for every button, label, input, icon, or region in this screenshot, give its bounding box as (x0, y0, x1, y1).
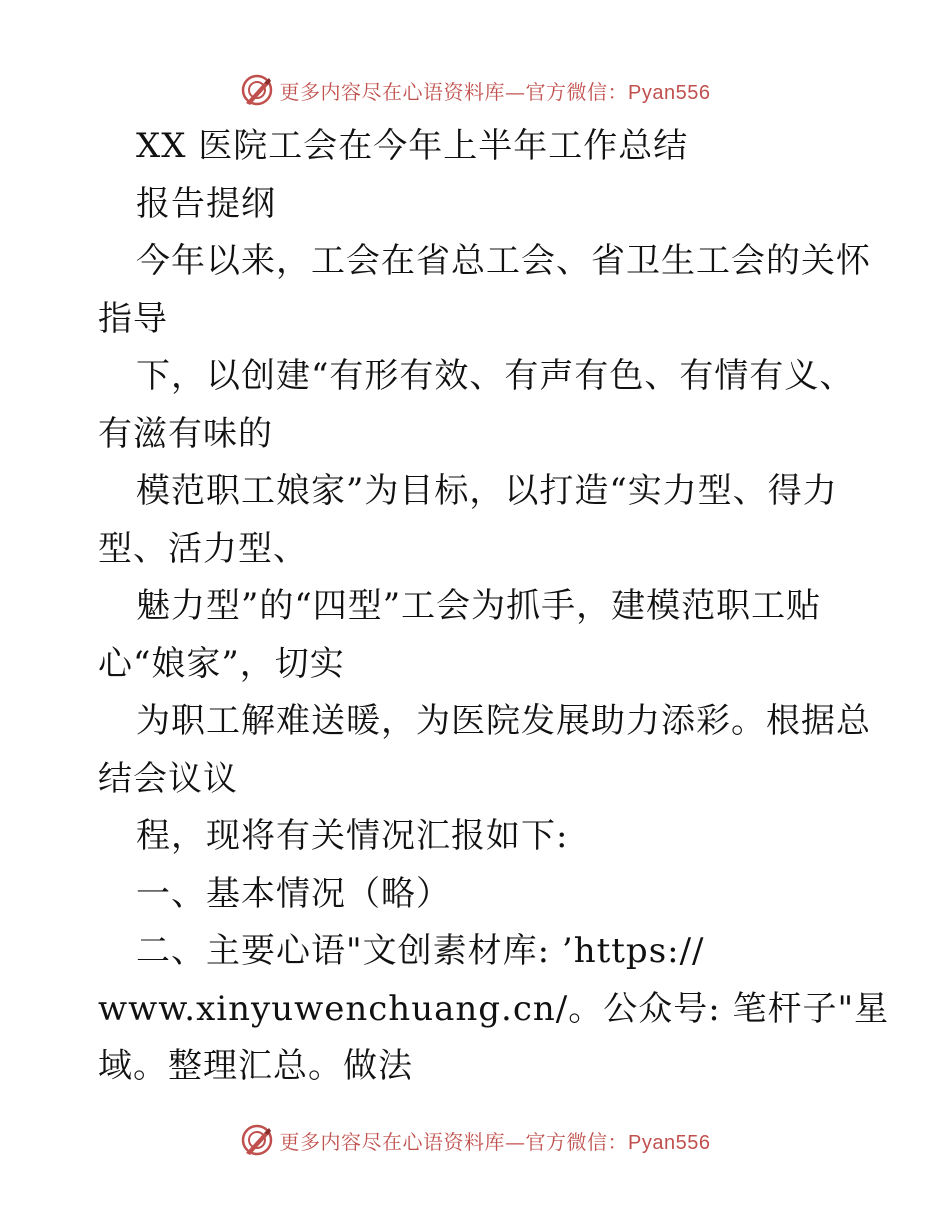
document-line: 程，现将有关情况汇报如下: (136, 816, 569, 856)
page-footer-watermark (0, 1120, 950, 1160)
document-line: 今年以来，工会在省总工会、省卫生工会的关怀 (136, 241, 871, 281)
document-line: 为职工解难送暖，为医院发展助力添彩。根据总 (136, 701, 871, 741)
document-line: 有滋有味的 (98, 413, 273, 454)
document-line: 结会议议 (98, 758, 238, 799)
watermark-wechat-label: 官方微信： (525, 79, 629, 104)
document-line: www.xinyuwenchuang.cn/。公众号: 笔杆子"星 (98, 988, 890, 1029)
document-line: 报告提纲 (136, 183, 276, 224)
document-line: 域。整理汇总。做法 (98, 1046, 413, 1086)
watermark-wechat-label: 官方微信： (525, 1129, 629, 1154)
document-line: 二、主要心语"文创素材库: ’https:// (136, 931, 705, 971)
document-line: 魅力型”的“四型”工会为抓手，建模范职工贴 (136, 586, 822, 626)
document-line: 模范职工娘家”为目标，以打造“实力型、得力 (136, 471, 838, 511)
document-line: XX 医院工会在今年上半年工作总结 (136, 126, 689, 166)
watermark-dash: — (505, 1129, 526, 1154)
document-line: 心“娘家”，切实 (98, 643, 345, 684)
document-body (98, 118, 890, 1096)
watermark-site-text: 更多内容尽在心语资料库 (279, 79, 506, 104)
document-line: 下，以创建“有形有效、有声有色、有情有义、 (136, 356, 855, 396)
page-header-watermark (0, 70, 950, 110)
watermark-text (280, 1126, 711, 1155)
watermark-text (280, 76, 711, 105)
document-line: 一、基本情况（略） (136, 873, 451, 914)
document-line: 型、活力型、 (98, 528, 308, 569)
watermark-site-text: 更多内容尽在心语资料库 (279, 1129, 506, 1154)
pen-logo-icon (240, 73, 274, 107)
watermark-dash: — (505, 79, 526, 104)
watermark-wechat-id: Pyan556 (628, 81, 711, 104)
watermark-wechat-id: Pyan556 (628, 1131, 711, 1154)
document-line: 指导 (98, 298, 168, 339)
pen-logo-icon (240, 1123, 274, 1157)
